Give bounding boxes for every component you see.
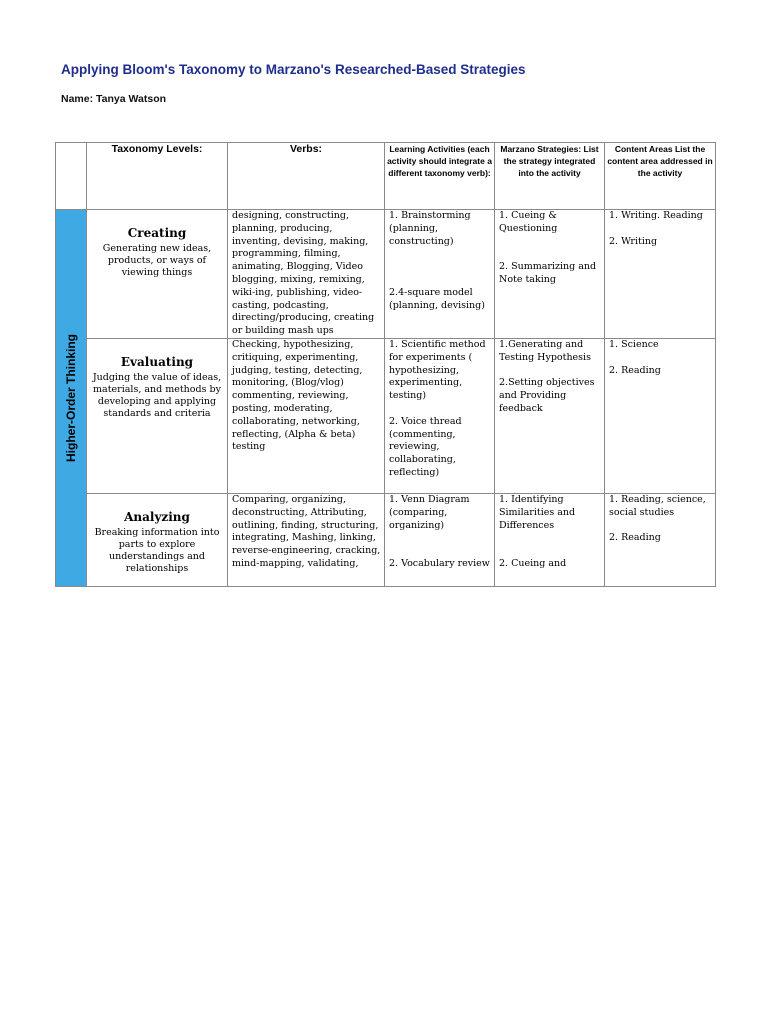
table-header-row [56,143,716,210]
activities-cell [385,494,495,587]
level-cell-creating [87,210,228,339]
level-description: Generating new ideas, products, or ways of viewing things [102,243,212,278]
strategy-item: 1. Cueing & Questioning [499,210,558,234]
content-item: 1. Writing. Reading [609,210,703,221]
content-item: 2. Writing [609,235,658,247]
level-name: Evaluating [120,355,194,369]
content-areas-cell [605,494,716,587]
level-description: Breaking information into parts to explore understandings and relationships [94,527,220,574]
activity-item: 1. Venn Diagram (comparing, organizing) [389,494,470,531]
header-marzano-strategies: Marzano Strategies: List the strategy integrated into the activity [495,143,605,210]
table-row [56,494,716,587]
header-learning-activities: Learning Activities (each activity should integrate a different taxonomy verb): [385,143,495,210]
activity-item: 1. Brainstorming (planning, constructing) [389,210,471,247]
level-cell-analyzing [87,494,228,587]
taxonomy-table [55,142,716,587]
content-item: 1. Reading, science, social studies [609,494,706,518]
header-blank-cell [56,143,87,210]
content-item: 1. Science [609,339,659,350]
verbs-cell [228,210,385,339]
strategies-cell [495,494,605,587]
header-taxonomy-levels: Taxonomy Levels: [87,143,228,210]
table-row [56,339,716,494]
activities-cell [385,339,495,494]
document-title: Applying Bloom's Taxonomy to Marzano's Researched-Based Strategies [61,62,526,77]
content-item: 2. Reading [609,532,661,544]
activity-item: 2. Voice thread (commenting, reviewing, collaborating, reflecting) [389,415,462,478]
level-name: Creating [127,226,187,240]
header-content-areas: Content Areas List the content area addressed in the activity [605,143,716,210]
activities-cell [385,210,495,339]
strategy-item: 2. Summarizing and Note taking [499,261,597,285]
verbs-text: designing, constructing, planning, producing, inventing, devising, making, programming, filming, animating, Blogging, Video blogging, mixing, remixing, wiki-ing, publishing, video-casting, podcasting, directing/producing, creating or building mash ups [232,210,375,337]
activity-item: 1. Scientific method for experiments ( hypothesizing, experimenting, testing) [389,339,486,402]
verbs-text: Checking, hypothesizing, critiquing, experimenting, judging, testing, detecting, monitoring, (Blog/vlog) commenting, reviewing, posting, moderating, collaborating, networking, reflecting, (Alpha & beta) testing [232,339,363,453]
activity-item: 2. Vocabulary review [389,557,490,569]
level-cell-evaluating [87,339,228,494]
table-row [56,210,716,339]
verbs-cell [228,494,385,587]
verbs-text: Comparing, organizing, deconstructing, Attributing, outlining, finding, structuring, integrating, Mashing, linking, reverse-engineering, cracking, mind-mapping, validating, [232,494,381,569]
strategies-cell [495,339,605,494]
level-name: Analyzing [124,510,190,524]
header-verbs: Verbs: [228,143,385,210]
strategy-item: 2. Cueing and [499,557,567,569]
higher-order-thinking-band [56,210,87,587]
higher-order-thinking-label: Higher-Order Thinking [64,333,78,463]
strategy-item: 1. Identifying Similarities and Differences [499,494,576,531]
strategy-item: 1.Generating and Testing Hypothesis [499,339,591,363]
verbs-cell [228,339,385,494]
student-name: Name: Tanya Watson [61,93,167,105]
level-description: Judging the value of ideas, materials, and methods by developing and applying standards and criteria [92,372,222,419]
strategy-item: 2.Setting objectives and Providing feedback [499,377,595,414]
content-areas-cell [605,210,716,339]
content-areas-cell [605,339,716,494]
activity-item: 2.4-square model (planning, devising) [389,286,485,311]
strategies-cell [495,210,605,339]
content-item: 2. Reading [609,364,661,376]
